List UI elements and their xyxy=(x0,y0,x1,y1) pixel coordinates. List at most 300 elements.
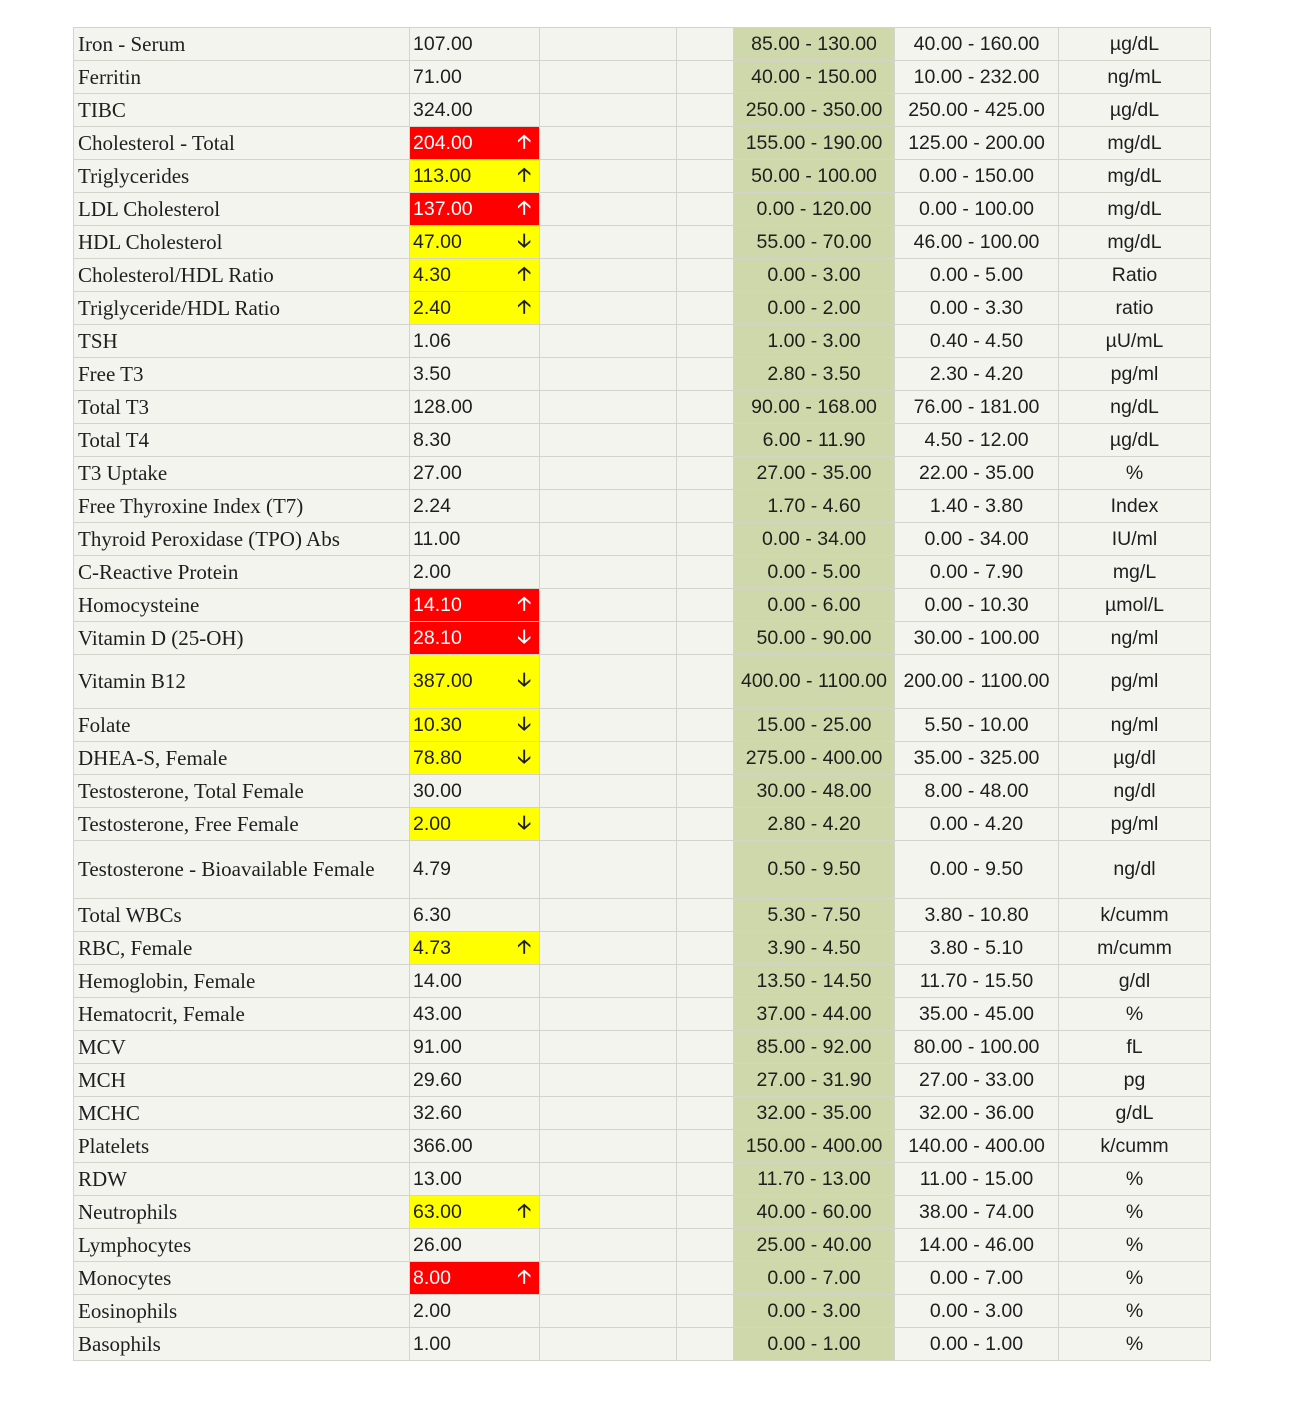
optimal-range: 15.00 - 25.00 xyxy=(734,709,895,742)
empty-cell xyxy=(540,490,677,523)
lab-results-container xyxy=(73,27,1210,1361)
unit: IU/ml xyxy=(1059,523,1211,556)
empty-cell xyxy=(677,127,734,160)
arrow-up-icon: 🡡 xyxy=(517,1266,531,1288)
table-row xyxy=(74,127,1211,160)
standard-range: 2.30 - 4.20 xyxy=(895,358,1059,391)
test-name: Vitamin D (25-OH) xyxy=(74,622,410,655)
empty-cell xyxy=(677,1163,734,1196)
optimal-range: 275.00 - 400.00 xyxy=(734,742,895,775)
table-row xyxy=(74,742,1211,775)
empty-cell xyxy=(677,523,734,556)
empty-cell xyxy=(677,965,734,998)
table-row xyxy=(74,1196,1211,1229)
empty-cell xyxy=(540,1328,677,1361)
unit: mg/L xyxy=(1059,556,1211,589)
result-value: 1.06 xyxy=(413,329,451,352)
empty-cell xyxy=(677,61,734,94)
result-value-cell xyxy=(410,424,540,457)
unit: ng/ml xyxy=(1059,709,1211,742)
empty-cell xyxy=(677,742,734,775)
result-value: 8.30 xyxy=(413,428,451,451)
result-value: 71.00 xyxy=(413,65,462,88)
standard-range: 46.00 - 100.00 xyxy=(895,226,1059,259)
result-value-cell xyxy=(410,899,540,932)
unit: µg/dL xyxy=(1059,28,1211,61)
unit: pg xyxy=(1059,1064,1211,1097)
table-row xyxy=(74,1064,1211,1097)
result-value: 1.00 xyxy=(413,1332,451,1355)
empty-cell xyxy=(677,932,734,965)
empty-cell xyxy=(677,490,734,523)
empty-cell xyxy=(540,622,677,655)
result-value-cell xyxy=(410,1064,540,1097)
unit: g/dL xyxy=(1059,1097,1211,1130)
table-row xyxy=(74,998,1211,1031)
table-row xyxy=(74,424,1211,457)
unit: % xyxy=(1059,457,1211,490)
standard-range: 250.00 - 425.00 xyxy=(895,94,1059,127)
table-row xyxy=(74,226,1211,259)
standard-range: 125.00 - 200.00 xyxy=(895,127,1059,160)
empty-cell xyxy=(540,1130,677,1163)
empty-cell xyxy=(677,1328,734,1361)
empty-cell xyxy=(677,358,734,391)
empty-cell xyxy=(677,556,734,589)
empty-cell xyxy=(540,1196,677,1229)
result-value: 6.30 xyxy=(413,903,451,926)
optimal-range: 11.70 - 13.00 xyxy=(734,1163,895,1196)
empty-cell xyxy=(540,457,677,490)
table-row xyxy=(74,1031,1211,1064)
empty-cell xyxy=(540,742,677,775)
empty-cell xyxy=(540,655,677,709)
standard-range: 5.50 - 10.00 xyxy=(895,709,1059,742)
empty-cell xyxy=(677,325,734,358)
unit: pg/ml xyxy=(1059,808,1211,841)
standard-range: 0.40 - 4.50 xyxy=(895,325,1059,358)
empty-cell xyxy=(540,325,677,358)
result-value: 2.24 xyxy=(413,494,451,517)
result-value-cell xyxy=(410,1163,540,1196)
table-row xyxy=(74,808,1211,841)
result-value: 2.00 xyxy=(413,560,451,583)
unit: µg/dl xyxy=(1059,742,1211,775)
arrow-up-icon: 🡡 xyxy=(517,164,531,186)
empty-cell xyxy=(540,292,677,325)
empty-cell xyxy=(540,160,677,193)
result-value: 8.00 xyxy=(413,1266,451,1289)
standard-range: 32.00 - 36.00 xyxy=(895,1097,1059,1130)
unit: k/cumm xyxy=(1059,899,1211,932)
standard-range: 140.00 - 400.00 xyxy=(895,1130,1059,1163)
test-name: Ferritin xyxy=(74,61,410,94)
optimal-range: 0.00 - 5.00 xyxy=(734,556,895,589)
result-value: 63.00 xyxy=(413,1200,462,1223)
test-name: Neutrophils xyxy=(74,1196,410,1229)
result-value: 13.00 xyxy=(413,1167,462,1190)
result-value-cell xyxy=(410,1262,540,1295)
test-name: T3 Uptake xyxy=(74,457,410,490)
table-row xyxy=(74,61,1211,94)
empty-cell xyxy=(677,457,734,490)
optimal-range: 13.50 - 14.50 xyxy=(734,965,895,998)
test-name: Triglyceride/HDL Ratio xyxy=(74,292,410,325)
standard-range: 0.00 - 10.30 xyxy=(895,589,1059,622)
test-name: Eosinophils xyxy=(74,1295,410,1328)
standard-range: 80.00 - 100.00 xyxy=(895,1031,1059,1064)
standard-range: 30.00 - 100.00 xyxy=(895,622,1059,655)
optimal-range: 250.00 - 350.00 xyxy=(734,94,895,127)
optimal-range: 32.00 - 35.00 xyxy=(734,1097,895,1130)
table-row xyxy=(74,655,1211,709)
unit: % xyxy=(1059,1229,1211,1262)
empty-cell xyxy=(540,556,677,589)
unit: % xyxy=(1059,998,1211,1031)
result-value-cell xyxy=(410,358,540,391)
result-value-cell xyxy=(410,259,540,292)
result-value: 32.60 xyxy=(413,1101,462,1124)
table-row xyxy=(74,193,1211,226)
standard-range: 200.00 - 1100.00 xyxy=(895,655,1059,709)
result-value: 2.00 xyxy=(413,1299,451,1322)
table-row xyxy=(74,94,1211,127)
table-row xyxy=(74,1328,1211,1361)
optimal-range: 2.80 - 4.20 xyxy=(734,808,895,841)
result-value: 78.80 xyxy=(413,746,462,769)
table-row xyxy=(74,490,1211,523)
empty-cell xyxy=(540,1031,677,1064)
optimal-range: 40.00 - 150.00 xyxy=(734,61,895,94)
optimal-range: 27.00 - 31.90 xyxy=(734,1064,895,1097)
empty-cell xyxy=(540,965,677,998)
table-row xyxy=(74,28,1211,61)
empty-cell xyxy=(540,127,677,160)
empty-cell xyxy=(677,292,734,325)
optimal-range: 90.00 - 168.00 xyxy=(734,391,895,424)
test-name: Cholesterol/HDL Ratio xyxy=(74,259,410,292)
table-row xyxy=(74,622,1211,655)
table-row xyxy=(74,1130,1211,1163)
result-value-cell xyxy=(410,965,540,998)
test-name: TSH xyxy=(74,325,410,358)
unit: g/dl xyxy=(1059,965,1211,998)
result-value: 2.40 xyxy=(413,296,451,319)
test-name: MCHC xyxy=(74,1097,410,1130)
unit: % xyxy=(1059,1262,1211,1295)
result-value: 30.00 xyxy=(413,779,462,802)
result-value: 4.79 xyxy=(413,858,451,880)
unit: % xyxy=(1059,1163,1211,1196)
empty-cell xyxy=(540,709,677,742)
table-row xyxy=(74,523,1211,556)
optimal-range: 37.00 - 44.00 xyxy=(734,998,895,1031)
optimal-range: 40.00 - 60.00 xyxy=(734,1196,895,1229)
unit: ng/dL xyxy=(1059,391,1211,424)
optimal-range: 0.00 - 1.00 xyxy=(734,1328,895,1361)
arrow-up-icon: 🡡 xyxy=(517,1200,531,1222)
test-name: MCH xyxy=(74,1064,410,1097)
empty-cell xyxy=(540,899,677,932)
unit: Ratio xyxy=(1059,259,1211,292)
unit: mg/dL xyxy=(1059,226,1211,259)
unit: mg/dL xyxy=(1059,160,1211,193)
table-row xyxy=(74,1295,1211,1328)
standard-range: 1.40 - 3.80 xyxy=(895,490,1059,523)
standard-range: 11.00 - 15.00 xyxy=(895,1163,1059,1196)
optimal-range: 5.30 - 7.50 xyxy=(734,899,895,932)
empty-cell xyxy=(677,259,734,292)
unit: ng/dl xyxy=(1059,841,1211,899)
result-value-cell xyxy=(410,127,540,160)
arrow-up-icon: 🡡 xyxy=(517,296,531,318)
result-value: 29.60 xyxy=(413,1068,462,1091)
result-value: 27.00 xyxy=(413,461,462,484)
empty-cell xyxy=(677,841,734,899)
table-row xyxy=(74,160,1211,193)
unit: pg/ml xyxy=(1059,655,1211,709)
test-name: Iron - Serum xyxy=(74,28,410,61)
standard-range: 0.00 - 100.00 xyxy=(895,193,1059,226)
standard-range: 0.00 - 3.30 xyxy=(895,292,1059,325)
empty-cell xyxy=(540,589,677,622)
unit: m/cumm xyxy=(1059,932,1211,965)
standard-range: 8.00 - 48.00 xyxy=(895,775,1059,808)
optimal-range: 85.00 - 92.00 xyxy=(734,1031,895,1064)
table-row xyxy=(74,965,1211,998)
empty-cell xyxy=(540,259,677,292)
table-row xyxy=(74,325,1211,358)
table-row xyxy=(74,358,1211,391)
result-value-cell xyxy=(410,1196,540,1229)
arrow-down-icon: 🡣 xyxy=(517,230,531,252)
result-value-cell xyxy=(410,932,540,965)
table-row xyxy=(74,932,1211,965)
result-value: 3.50 xyxy=(413,362,451,385)
unit: Index xyxy=(1059,490,1211,523)
test-name: RDW xyxy=(74,1163,410,1196)
empty-cell xyxy=(540,998,677,1031)
unit: ng/ml xyxy=(1059,622,1211,655)
test-name: HDL Cholesterol xyxy=(74,226,410,259)
table-row xyxy=(74,1163,1211,1196)
test-name: Monocytes xyxy=(74,1262,410,1295)
empty-cell xyxy=(677,193,734,226)
optimal-range: 55.00 - 70.00 xyxy=(734,226,895,259)
test-name: Basophils xyxy=(74,1328,410,1361)
standard-range: 0.00 - 7.90 xyxy=(895,556,1059,589)
result-value: 14.00 xyxy=(413,969,462,992)
table-row xyxy=(74,589,1211,622)
optimal-range: 50.00 - 100.00 xyxy=(734,160,895,193)
optimal-range: 30.00 - 48.00 xyxy=(734,775,895,808)
test-name: LDL Cholesterol xyxy=(74,193,410,226)
result-value: 4.30 xyxy=(413,263,451,286)
lab-results-body xyxy=(74,28,1211,1361)
result-value-cell xyxy=(410,292,540,325)
unit: µg/dL xyxy=(1059,94,1211,127)
unit: ratio xyxy=(1059,292,1211,325)
result-value: 4.73 xyxy=(413,936,451,959)
empty-cell xyxy=(677,998,734,1031)
result-value-cell xyxy=(410,1328,540,1361)
result-value-cell xyxy=(410,1229,540,1262)
table-row xyxy=(74,899,1211,932)
empty-cell xyxy=(540,1295,677,1328)
empty-cell xyxy=(677,391,734,424)
result-value-cell xyxy=(410,808,540,841)
empty-cell xyxy=(677,1130,734,1163)
empty-cell xyxy=(540,775,677,808)
empty-cell xyxy=(677,709,734,742)
unit: pg/ml xyxy=(1059,358,1211,391)
empty-cell xyxy=(677,775,734,808)
unit: % xyxy=(1059,1295,1211,1328)
test-name: Free T3 xyxy=(74,358,410,391)
empty-cell xyxy=(540,391,677,424)
standard-range: 0.00 - 9.50 xyxy=(895,841,1059,899)
standard-range: 4.50 - 12.00 xyxy=(895,424,1059,457)
arrow-up-icon: 🡡 xyxy=(517,263,531,285)
test-name: DHEA-S, Female xyxy=(74,742,410,775)
empty-cell xyxy=(540,1229,677,1262)
table-row xyxy=(74,556,1211,589)
table-row xyxy=(74,841,1211,899)
result-value-cell xyxy=(410,1097,540,1130)
lab-results-table xyxy=(73,27,1211,1361)
table-row xyxy=(74,457,1211,490)
unit: ng/mL xyxy=(1059,61,1211,94)
unit: mg/dL xyxy=(1059,193,1211,226)
result-value: 47.00 xyxy=(413,230,462,253)
test-name: Hemoglobin, Female xyxy=(74,965,410,998)
result-value-cell xyxy=(410,160,540,193)
test-name: Testosterone, Free Female xyxy=(74,808,410,841)
result-value: 324.00 xyxy=(413,98,473,121)
result-value: 137.00 xyxy=(413,197,473,220)
empty-cell xyxy=(677,424,734,457)
test-name: Cholesterol - Total xyxy=(74,127,410,160)
empty-cell xyxy=(540,523,677,556)
result-value-cell xyxy=(410,391,540,424)
unit: % xyxy=(1059,1328,1211,1361)
standard-range: 35.00 - 325.00 xyxy=(895,742,1059,775)
table-row xyxy=(74,1097,1211,1130)
arrow-up-icon: 🡡 xyxy=(517,131,531,153)
arrow-down-icon: 🡣 xyxy=(517,713,531,735)
table-row xyxy=(74,775,1211,808)
standard-range: 3.80 - 10.80 xyxy=(895,899,1059,932)
standard-range: 11.70 - 15.50 xyxy=(895,965,1059,998)
standard-range: 0.00 - 1.00 xyxy=(895,1328,1059,1361)
empty-cell xyxy=(677,1295,734,1328)
test-name: Triglycerides xyxy=(74,160,410,193)
test-name: Vitamin B12 xyxy=(74,655,410,709)
result-value-cell xyxy=(410,325,540,358)
arrow-down-icon: 🡣 xyxy=(517,812,531,834)
result-value-cell xyxy=(410,457,540,490)
result-value-cell xyxy=(410,61,540,94)
empty-cell xyxy=(540,226,677,259)
result-value: 366.00 xyxy=(413,1134,473,1157)
result-value-cell xyxy=(410,28,540,61)
table-row xyxy=(74,391,1211,424)
optimal-range: 1.70 - 4.60 xyxy=(734,490,895,523)
empty-cell xyxy=(540,932,677,965)
standard-range: 27.00 - 33.00 xyxy=(895,1064,1059,1097)
result-value-cell xyxy=(410,1031,540,1064)
result-value-cell xyxy=(410,655,540,709)
test-name: Testosterone, Total Female xyxy=(74,775,410,808)
test-name: Thyroid Peroxidase (TPO) Abs xyxy=(74,523,410,556)
empty-cell xyxy=(540,61,677,94)
result-value-cell xyxy=(410,622,540,655)
optimal-range: 25.00 - 40.00 xyxy=(734,1229,895,1262)
optimal-range: 150.00 - 400.00 xyxy=(734,1130,895,1163)
unit: µU/mL xyxy=(1059,325,1211,358)
optimal-range: 85.00 - 130.00 xyxy=(734,28,895,61)
result-value: 10.30 xyxy=(413,713,462,736)
test-name: Hematocrit, Female xyxy=(74,998,410,1031)
arrow-down-icon: 🡣 xyxy=(517,670,531,691)
empty-cell xyxy=(540,808,677,841)
empty-cell xyxy=(540,424,677,457)
optimal-range: 6.00 - 11.90 xyxy=(734,424,895,457)
result-value-cell xyxy=(410,523,540,556)
optimal-range: 400.00 - 1100.00 xyxy=(734,655,895,709)
empty-cell xyxy=(677,1196,734,1229)
test-name: Lymphocytes xyxy=(74,1229,410,1262)
empty-cell xyxy=(677,655,734,709)
unit: µmol/L xyxy=(1059,589,1211,622)
result-value: 28.10 xyxy=(413,626,462,649)
test-name: RBC, Female xyxy=(74,932,410,965)
result-value: 113.00 xyxy=(413,164,472,187)
result-value: 91.00 xyxy=(413,1035,462,1058)
unit: % xyxy=(1059,1196,1211,1229)
result-value-cell xyxy=(410,1130,540,1163)
standard-range: 10.00 - 232.00 xyxy=(895,61,1059,94)
empty-cell xyxy=(677,899,734,932)
optimal-range: 0.00 - 3.00 xyxy=(734,1295,895,1328)
standard-range: 35.00 - 45.00 xyxy=(895,998,1059,1031)
test-name: C-Reactive Protein xyxy=(74,556,410,589)
empty-cell xyxy=(677,1262,734,1295)
standard-range: 0.00 - 150.00 xyxy=(895,160,1059,193)
standard-range: 0.00 - 7.00 xyxy=(895,1262,1059,1295)
standard-range: 0.00 - 34.00 xyxy=(895,523,1059,556)
result-value-cell xyxy=(410,709,540,742)
result-value: 14.10 xyxy=(413,593,462,616)
optimal-range: 155.00 - 190.00 xyxy=(734,127,895,160)
empty-cell xyxy=(540,28,677,61)
optimal-range: 0.00 - 120.00 xyxy=(734,193,895,226)
result-value-cell xyxy=(410,589,540,622)
standard-range: 0.00 - 4.20 xyxy=(895,808,1059,841)
empty-cell xyxy=(677,1031,734,1064)
test-name: Total T3 xyxy=(74,391,410,424)
test-name: TIBC xyxy=(74,94,410,127)
empty-cell xyxy=(540,358,677,391)
result-value-cell xyxy=(410,775,540,808)
optimal-range: 1.00 - 3.00 xyxy=(734,325,895,358)
standard-range: 22.00 - 35.00 xyxy=(895,457,1059,490)
result-value: 2.00 xyxy=(413,812,451,835)
result-value: 26.00 xyxy=(413,1233,462,1256)
unit: fL xyxy=(1059,1031,1211,1064)
empty-cell xyxy=(677,1229,734,1262)
table-row xyxy=(74,292,1211,325)
